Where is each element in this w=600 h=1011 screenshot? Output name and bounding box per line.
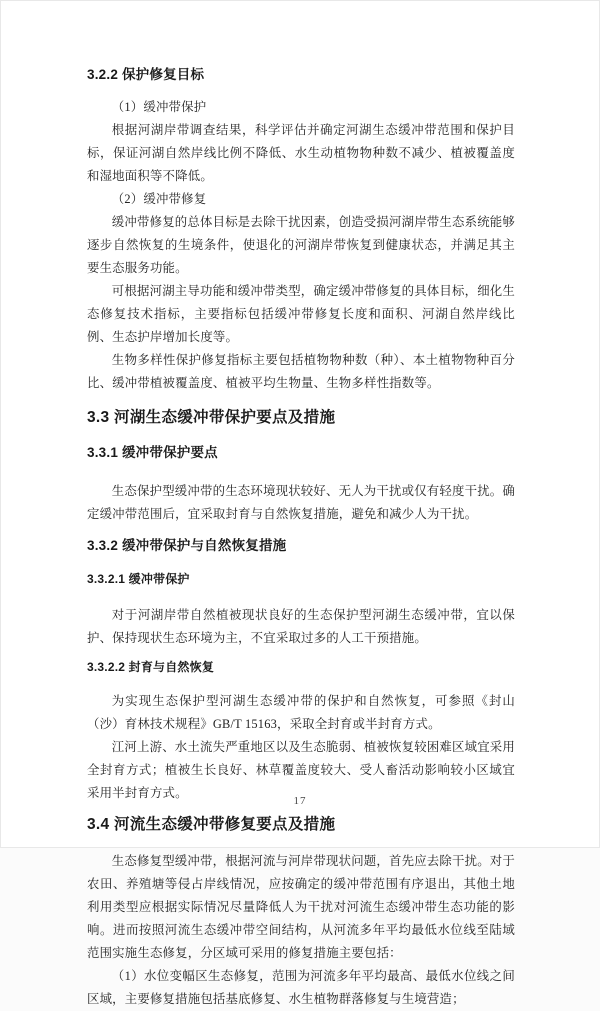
paragraph-restoration-indicators: 可根据河湖主导功能和缓冲带类型，确定缓冲带修复的具体目标，细化生态修复技术指标，主要指标包括缓冲带修复长度和面积、河湖自然岸线比例、生态护岸增加长度等。	[87, 284, 515, 344]
section-heading-3-3: 3.3 河湖生态缓冲带保护要点及措施	[87, 409, 336, 426]
section-heading-3-2-2: 3.2.2 保护修复目标	[87, 67, 205, 82]
paragraph-enclosure-modes: 江河上游、水土流失严重地区以及生态脆弱、植被恢复较困难区域宜采用全封育方式；植被生长良好、林草覆盖度较大、受人畜活动影响较小区域宜采用半封育方式。	[87, 740, 515, 800]
section-heading-3-3-2-1: 3.3.2.1 缓冲带保护	[87, 572, 190, 586]
document-content	[87, 57, 515, 1011]
section-heading-3-3-2-2: 3.3.2.2 封育与自然恢复	[87, 660, 215, 674]
page-number: 17	[293, 795, 307, 807]
paragraph-restoration-goal: 缓冲带修复的总体目标是去除干扰因素，创造受损河湖岸带生态系统能够逐步自然恢复的生境条件，使退化的河湖岸带恢复到健康状态，并满足其主要生态服务功能。	[87, 215, 515, 275]
paragraph-biodiversity-indicators: 生物多样性保护修复指标主要包括植物物种数（种）、本土植物物种百分比、缓冲带植被覆盖度、植被平均生物量、生物多样性指数等。	[87, 353, 515, 390]
section-heading-3-3-1: 3.3.1 缓冲带保护要点	[87, 445, 218, 460]
paragraph-buffer-protection: 根据河湖岸带调查结果，科学评估并确定河湖生态缓冲带范围和保护目标，保证河湖自然岸线比例不降低、水生动植物物种数不减少、植被覆盖度和湿地面积等不降低。	[87, 123, 515, 183]
paragraph-river-restoration-overview: 生态修复型缓冲带，根据河流与河岸带现状问题，首先应去除干扰。对于农田、养殖塘等侵占岸线情况，应按确定的缓冲带范围有序退出，其他土地利用类型应根据实际情况尽量降低人为干扰对河流生态缓冲带生态功能的影响。进而按照河流生态缓冲带空间结构，从河流多年平均最低水位线至陆域范围实施生态修复，分区域可采用的修复措施主要包括：	[87, 854, 515, 960]
subsection-label-buffer-restoration: （2）缓冲带修复	[111, 192, 207, 206]
section-heading-3-3-2: 3.3.2 缓冲带保护与自然恢复措施	[87, 538, 287, 553]
paragraph-enclosure-standard: 为实现生态保护型河湖生态缓冲带的保护和自然恢复，可参照《封山（沙）育林技术规程》GB/T 15163，采取全封育或半封育方式。	[87, 694, 515, 731]
subsection-label-buffer-protection: （1）缓冲带保护	[111, 100, 207, 114]
paragraph-protection-key-points: 生态保护型缓冲带的生态环境现状较好、无人为干扰或仅有轻度干扰。确定缓冲带范围后，宜采取封育与自然恢复措施，避免和减少人为干扰。	[87, 484, 515, 521]
list-item-water-level-zone-restoration: （1）水位变幅区生态修复，范围为河流多年平均最高、最低水位线之间区域，主要修复措施包括基底修复、水生植物群落修复与生境营造；	[87, 969, 515, 1006]
paragraph-buffer-protection-measure: 对于河湖岸带自然植被现状良好的生态保护型河湖生态缓冲带，宜以保护、保持现状生态环境为主，不宜采取过多的人工干预措施。	[87, 608, 515, 645]
section-heading-3-4: 3.4 河流生态缓冲带修复要点及措施	[87, 816, 336, 833]
